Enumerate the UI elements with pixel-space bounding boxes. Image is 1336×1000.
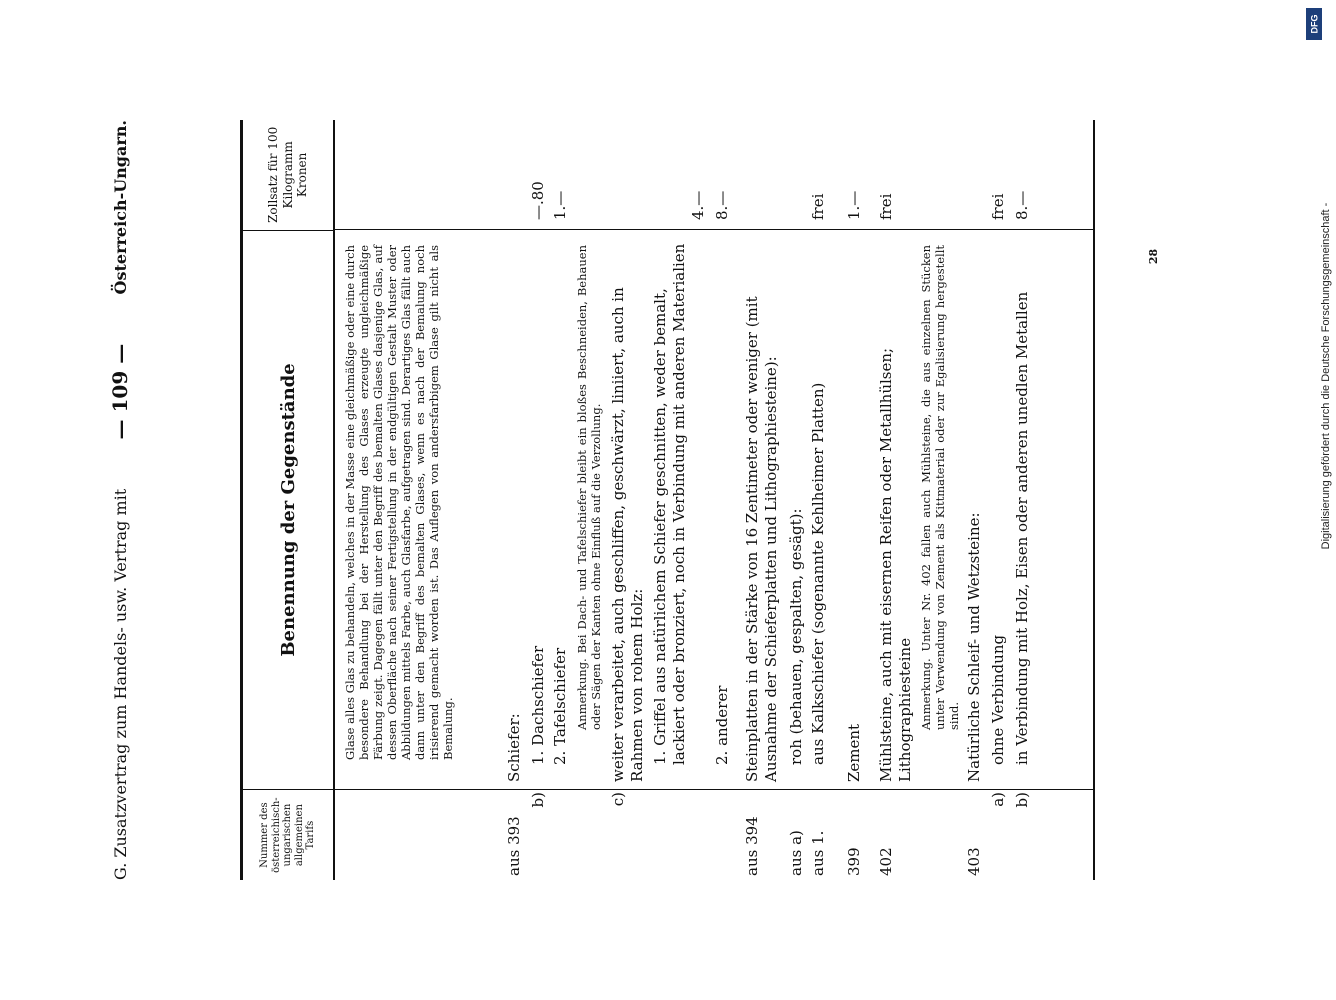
row-text: 2. anderer	[713, 685, 731, 765]
row-note: Anmerkung. Bei Dach- und Tafelschiefer bleibt ein bloßes Beschneiden, Behauen oder Sägen der Kanten ohne Einfluß auf die Verzollung.	[575, 245, 603, 730]
row-rate: 8.—	[713, 190, 731, 220]
row-rate: 8.—	[1013, 190, 1031, 220]
row-number: 402	[877, 847, 895, 876]
row-number: 403	[965, 847, 983, 876]
row-number: a)	[989, 792, 1007, 807]
row-rate: —.80	[529, 181, 547, 220]
col-rate-header: Zollsatz für 100 Kilogramm Kronen	[266, 126, 310, 223]
row-number: aus 394	[743, 816, 761, 876]
row-number: aus a)	[787, 830, 805, 876]
column-rule	[333, 789, 1093, 790]
rotated-page-content	[100, 120, 1110, 880]
row-number: b)	[529, 792, 547, 808]
row-text: Mühlsteine, auch mit eisernen Reifen oder Metallhülsen; Lithographiesteine	[877, 347, 914, 782]
row-text: Natürliche Schleif- und Wetzsteine:	[965, 512, 983, 782]
row-rate: frei	[809, 193, 827, 220]
row-rate: frei	[989, 193, 1007, 220]
footer-page-number: 28	[1147, 248, 1161, 265]
row-text: Steinplatten in der Stärke von 16 Zentimeter oder weniger (mit Ausnahme der Schieferplatten und Lithographiesteine):	[743, 296, 780, 782]
col-name-header: Benennung der Gegenstände	[243, 230, 333, 790]
intro-note: Glase alles Glas zu behandeln, welches in der Masse eine gleichmäßige oder eine durch besondere Behandlung bei der Herstellung des Glases erzeugte ungleichmäßige Färbung zeigt. Dagegen fällt unter den Begriff des bemalten Glases dasjenige Glas, auf dessen Oberfläche nach seiner Fertigstellung in der endgültigen Gestalt Muster oder Abbildungen mittels Farbe, auch Glasfarbe, aufgetragen sind. Derartiges Glas fällt auch dann unter den Begriff des bemalten Glases, wenn es nach der Bemalung noch irisierend gemacht worden ist. Das Auflegen von andersfarbigem Glase gilt nicht als Bemalung.	[343, 245, 455, 760]
running-header	[100, 120, 140, 880]
digitization-sidebar	[1296, 0, 1336, 1000]
row-text: ohne Verbindung	[989, 634, 1007, 765]
row-rate: 1.—	[551, 190, 569, 220]
row-text: in Verbindung mit Holz, Eisen oder anderen unedlen Metallen	[1013, 291, 1031, 765]
row-number: 399	[845, 847, 863, 876]
row-rate: 1.—	[845, 190, 863, 220]
col-number-header: Nummer des österreichisch-ungarischen allgemeinen Tarifs	[243, 789, 333, 880]
header-right-title: Österreich-Ungarn.	[110, 120, 130, 295]
row-text: 2. Tafelschiefer	[551, 647, 569, 765]
row-text: aus Kalkschiefer (sogenannte Kehlheimer Platten)	[809, 382, 827, 765]
row-number: aus 1.	[809, 830, 827, 876]
dfg-logo-text: DFG	[1309, 14, 1319, 34]
header-left-title: G. Zusatzvertrag zum Handels- usw. Vertrag mit	[110, 488, 130, 880]
row-text: roh (behauen, gespalten, gesägt):	[787, 508, 805, 765]
page-number: — 109 —	[108, 343, 132, 440]
row-text: Zement	[845, 723, 863, 782]
dfg-logo	[1306, 8, 1322, 40]
row-text: 1. Dachschiefer	[529, 645, 547, 765]
table-header	[243, 120, 335, 880]
row-text: 1. Griffel aus natürlichem Schiefer geschnitten, weder bemalt, lackiert oder bronziert, noch in Verbindung mit anderen Materialien	[651, 243, 688, 765]
row-text: Schiefer:	[505, 713, 523, 782]
tariff-table	[240, 120, 1095, 880]
row-number: aus 393	[505, 816, 523, 876]
row-number: b)	[1013, 792, 1031, 808]
row-text: weiter verarbeitet, auch geschliffen, geschwärzt, liniiert, auch in Rahmen von rohem Holz:	[609, 287, 646, 782]
sidebar-credit-text: Digitalisierung gefördert durch die Deutsche Forschungsgemeinschaft -	[1320, 202, 1332, 550]
row-rate: frei	[877, 193, 895, 220]
row-rate: 4.—	[689, 190, 707, 220]
row-note: Anmerkung. Unter Nr. 402 fallen auch Mühlsteine, die aus einzelnen Stücken unter Verwendung von Zement als Kittmaterial oder zur Egalisierung hergestellt sind.	[919, 245, 961, 730]
row-number: c)	[609, 792, 627, 807]
